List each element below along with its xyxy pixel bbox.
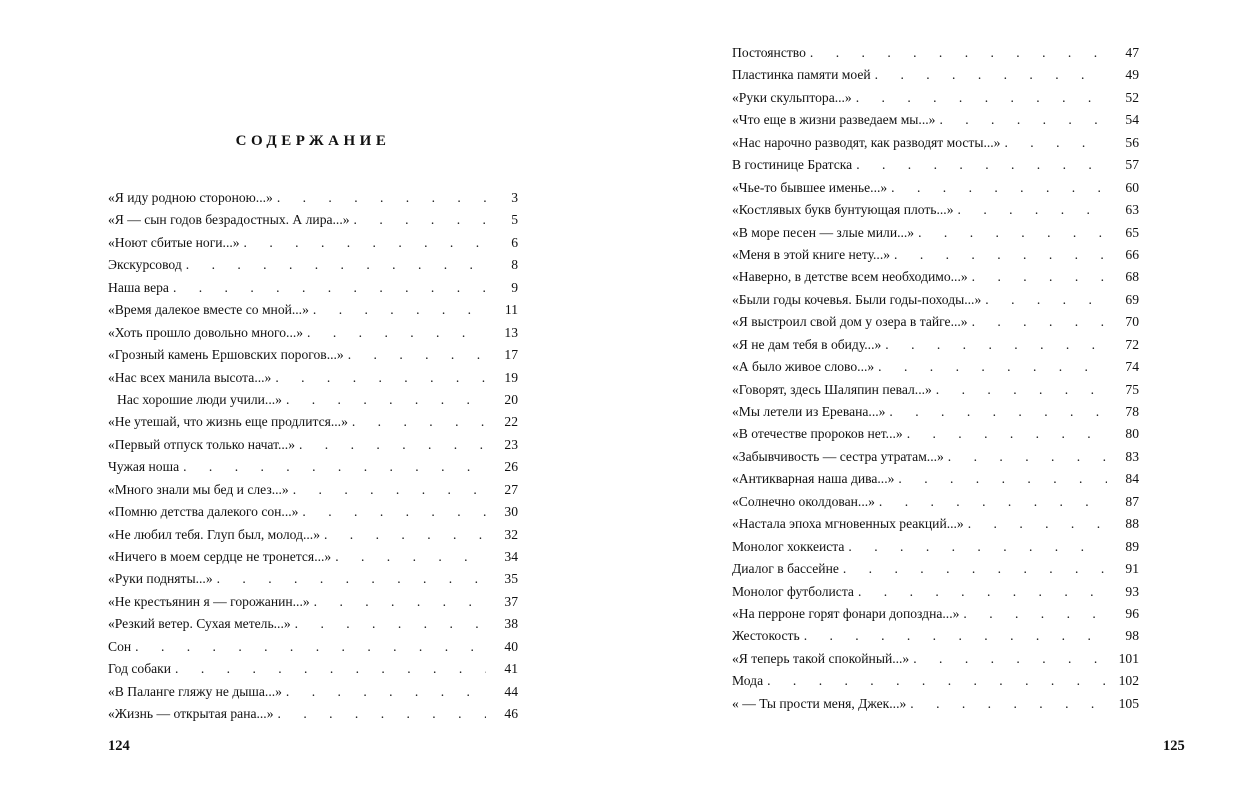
toc-entry-page: 38 — [504, 616, 518, 632]
toc-entry — [732, 199, 1139, 221]
toc-entry-title: «Я иду родною стороною...» — [108, 190, 273, 205]
toc-entry-title: «Ничего в моем сердце не тронется...» — [108, 549, 332, 564]
toc-dot-leader — [871, 64, 1107, 86]
toc-entry-page: 30 — [504, 504, 518, 520]
toc-entry-page: 20 — [504, 391, 518, 407]
toc-entry — [732, 311, 1139, 333]
toc-entry — [732, 334, 1139, 356]
toc-entry-title: «В Паланге гляжу не дыша...» — [108, 683, 282, 699]
toc-entry-page: 19 — [504, 369, 518, 385]
toc-entry-page: 17 — [504, 347, 518, 363]
toc-entry — [108, 703, 518, 725]
toc-dot-leader — [844, 536, 1107, 558]
toc-dot-leader — [959, 603, 1107, 625]
toc-entry-page: 54 — [1125, 112, 1139, 128]
toc-entry-title: «Не крестьянин я — горожанин...» — [108, 593, 310, 609]
toc-dot-leader — [274, 703, 486, 725]
toc-dot-leader — [914, 222, 1107, 244]
toc-entry-title: Наша вера — [108, 279, 169, 295]
right-page-number: 125 — [1163, 738, 1185, 754]
toc-entry-page: 40 — [504, 638, 518, 654]
toc-entry-page: 49 — [1125, 67, 1139, 83]
toc-entry-title: Монолог хоккеиста — [732, 538, 845, 554]
toc-entry-title: Сон — [108, 638, 132, 654]
toc-entry-title: «Время далекое вместе со мной...» — [108, 302, 309, 318]
toc-entry-page: 80 — [1125, 426, 1139, 442]
toc-entry — [732, 401, 1139, 423]
toc-dot-leader — [763, 670, 1107, 692]
toc-entry-title: Чужая ноша — [108, 459, 180, 475]
toc-dot-leader — [298, 501, 486, 523]
toc-entry-page: 56 — [1125, 134, 1139, 150]
toc-entry — [108, 568, 518, 590]
toc-dot-leader — [350, 209, 486, 231]
toc-entry — [732, 154, 1139, 176]
toc-entry-page: 6 — [511, 234, 518, 250]
toc-entry — [732, 87, 1139, 109]
toc-entry-page: 3 — [511, 190, 518, 205]
toc-entry-title: «Чье-то бывшее именье...» — [732, 179, 888, 195]
toc-entry-title: «В море песен — злые мили...» — [732, 224, 915, 240]
toc-entry-title: «Резкий ветер. Сухая метель...» — [108, 616, 291, 632]
toc-dot-leader — [854, 581, 1107, 603]
toc-entry-page: 60 — [1125, 179, 1139, 195]
toc-entry — [732, 581, 1139, 603]
toc-dot-leader — [273, 187, 486, 209]
toc-entry-title: «Меня в этой книге нету...» — [732, 246, 891, 262]
toc-entry-page: 83 — [1125, 448, 1139, 464]
toc-dot-leader — [310, 591, 486, 613]
toc-dot-leader — [894, 468, 1107, 490]
toc-entry-title: Жестокость — [732, 628, 800, 644]
toc-entry-page: 57 — [1125, 157, 1139, 173]
toc-dot-leader — [903, 423, 1107, 445]
toc-entry-title: «Костлявых букв бунтующая плоть...» — [732, 202, 954, 218]
toc-entry — [732, 648, 1139, 670]
toc-entry-page: 34 — [504, 549, 518, 564]
toc-entry — [108, 546, 518, 568]
toc-entry-page: 41 — [504, 661, 518, 677]
toc-entry-page: 9 — [511, 279, 518, 295]
toc-entry-page: 78 — [1125, 404, 1139, 419]
toc-dot-leader — [968, 266, 1107, 288]
toc-dot-leader — [303, 322, 486, 344]
toc-dot-leader — [182, 254, 486, 276]
toc-entry — [108, 187, 518, 209]
toc-dot-leader — [932, 379, 1107, 401]
toc-entry-page: 35 — [504, 571, 518, 587]
toc-dot-leader — [944, 446, 1107, 468]
toc-entry — [108, 344, 518, 366]
right-toc — [732, 42, 1139, 715]
toc-entry-title: «Антикварная наша дива...» — [732, 471, 895, 487]
toc-dot-leader — [887, 177, 1107, 199]
toc-entry-title: «Нас нарочно разводят, как разводят мосты...» — [732, 134, 1001, 150]
toc-entry-title: Диалог в бассейне — [732, 561, 839, 577]
toc-dot-leader — [179, 456, 486, 478]
toc-entry — [732, 356, 1139, 378]
toc-entry-page: 26 — [504, 459, 518, 475]
toc-dot-leader — [839, 558, 1107, 580]
toc-entry — [108, 277, 518, 299]
toc-dot-leader — [1000, 132, 1107, 154]
toc-dot-leader — [331, 546, 486, 568]
toc-entry-title: «На перроне горят фонари допоздна...» — [732, 605, 960, 621]
right-page — [625, 0, 1250, 800]
toc-entry-title: «Нас всех манила высота...» — [108, 369, 272, 385]
toc-entry-title: «Мы летели из Еревана...» — [732, 404, 886, 419]
toc-entry-page: 93 — [1125, 583, 1139, 599]
toc-dot-leader — [806, 42, 1107, 64]
toc-entry — [732, 177, 1139, 199]
toc-entry — [108, 636, 518, 658]
toc-entry — [732, 670, 1139, 692]
toc-entry-page: 88 — [1125, 516, 1139, 532]
toc-entry — [732, 244, 1139, 266]
toc-entry-page: 46 — [504, 706, 518, 722]
toc-entry-page: 68 — [1125, 269, 1139, 285]
toc-entry-page: 75 — [1125, 381, 1139, 397]
toc-dot-leader — [875, 491, 1107, 513]
toc-entry-title: «Ноют сбитые ноги...» — [108, 234, 240, 250]
toc-entry-title: «Я — сын годов безрадостных. А лира...» — [108, 212, 350, 228]
contents-title: СОДЕРЖАНИЕ — [235, 133, 391, 149]
toc-entry-title: «Жизнь — открытая рана...» — [108, 706, 274, 722]
toc-entry — [108, 479, 518, 501]
toc-entry — [108, 299, 518, 321]
toc-entry — [732, 423, 1139, 445]
toc-dot-leader — [309, 299, 486, 321]
toc-entry-title: Нас хорошие люди учили...» — [117, 391, 282, 407]
toc-entry-title: Пластинка памяти моей — [732, 67, 871, 83]
toc-dot-leader — [935, 109, 1107, 131]
toc-entry — [108, 254, 518, 276]
toc-dot-leader — [282, 681, 486, 703]
toc-entry — [732, 289, 1139, 311]
toc-entry-title: «Солнечно околдован...» — [732, 493, 875, 509]
toc-entry-page: 11 — [504, 302, 518, 318]
toc-entry — [108, 367, 518, 389]
toc-entry-title: Экскурсовод — [108, 257, 182, 273]
toc-entry-page: 105 — [1118, 695, 1139, 711]
toc-entry-title: «Руки подняты...» — [108, 571, 213, 587]
toc-entry — [732, 603, 1139, 625]
toc-dot-leader — [981, 289, 1107, 311]
toc-dot-leader — [289, 479, 486, 501]
toc-entry — [732, 446, 1139, 468]
toc-entry — [108, 524, 518, 546]
toc-dot-leader — [240, 232, 486, 254]
toc-dot-leader — [131, 636, 486, 658]
toc-entry — [108, 613, 518, 635]
toc-entry — [732, 693, 1139, 715]
toc-dot-leader — [320, 524, 486, 546]
toc-entry-page: 5 — [511, 212, 518, 228]
toc-entry-title: Мода — [732, 673, 764, 689]
toc-dot-leader — [271, 367, 486, 389]
toc-entry — [732, 222, 1139, 244]
toc-entry-title: «А было живое слово...» — [732, 359, 875, 375]
left-page-number: 124 — [108, 738, 130, 754]
toc-entry-page: 74 — [1125, 359, 1139, 375]
toc-entry — [732, 558, 1139, 580]
toc-entry-title: Монолог футболиста — [732, 583, 854, 599]
toc-dot-leader — [169, 277, 486, 299]
toc-entry — [732, 64, 1139, 86]
toc-entry-title: «Помню детства далекого сон...» — [108, 504, 299, 520]
toc-dot-leader — [282, 389, 486, 411]
toc-entry-page: 70 — [1125, 314, 1139, 330]
toc-entry-title: «Грозный камень Ершовских порогов...» — [108, 347, 344, 363]
toc-entry-title: «Много знали мы бед и слез...» — [108, 481, 289, 497]
toc-entry-title: «Говорят, здесь Шаляпин певал...» — [732, 381, 932, 397]
toc-dot-leader — [954, 199, 1107, 221]
toc-entry — [108, 322, 518, 344]
toc-dot-leader — [874, 356, 1107, 378]
toc-entry — [732, 109, 1139, 131]
toc-entry — [732, 625, 1139, 647]
toc-entry-title: «Я выстроил свой дом у озера в тайге...» — [732, 314, 968, 330]
toc-dot-leader — [909, 648, 1107, 670]
toc-entry — [108, 434, 518, 456]
toc-entry-page: 87 — [1125, 493, 1139, 509]
toc-dot-leader — [213, 568, 486, 590]
toc-entry — [732, 468, 1139, 490]
toc-entry — [732, 132, 1139, 154]
toc-dot-leader — [348, 411, 486, 433]
toc-dot-leader — [906, 693, 1107, 715]
toc-entry-page: 23 — [504, 436, 518, 452]
toc-dot-leader — [968, 311, 1107, 333]
toc-entry-page: 52 — [1125, 89, 1139, 105]
toc-entry-page: 72 — [1125, 336, 1139, 352]
toc-entry-title: «Не утешай, что жизнь еще продлится...» — [108, 414, 348, 430]
toc-entry — [108, 501, 518, 523]
toc-entry-page: 98 — [1125, 628, 1139, 644]
toc-entry — [108, 209, 518, 231]
toc-entry-title: «Наверно, в детстве всем необходимо...» — [732, 269, 968, 285]
toc-entry — [108, 658, 518, 680]
toc-entry-page: 8 — [511, 257, 518, 273]
toc-entry — [108, 232, 518, 254]
toc-entry-title: Постоянство — [732, 45, 806, 60]
toc-entry-title: «Первый отпуск только начат...» — [108, 436, 295, 452]
toc-entry-page: 101 — [1118, 650, 1139, 666]
toc-entry — [108, 681, 518, 703]
toc-entry-page: 32 — [504, 526, 518, 542]
toc-entry-title: «Настала эпоха мгновенных реакций...» — [732, 516, 964, 532]
toc-entry-page: 102 — [1118, 673, 1139, 689]
toc-entry — [108, 591, 518, 613]
toc-entry-page: 13 — [504, 324, 518, 340]
toc-entry-page: 91 — [1125, 561, 1139, 577]
toc-entry-title: Год собаки — [108, 661, 172, 677]
toc-entry-title: «Что еще в жизни разведаем мы...» — [732, 112, 936, 128]
toc-entry — [732, 42, 1139, 64]
toc-entry-page: 66 — [1125, 246, 1139, 262]
toc-entry-page: 37 — [504, 593, 518, 609]
toc-dot-leader — [344, 344, 486, 366]
toc-entry-page: 22 — [504, 414, 518, 430]
toc-entry-page: 47 — [1125, 45, 1139, 60]
toc-dot-leader — [964, 513, 1107, 535]
toc-dot-leader — [890, 244, 1107, 266]
toc-entry-page: 96 — [1125, 605, 1139, 621]
toc-entry-page: 84 — [1125, 471, 1139, 487]
toc-dot-leader — [885, 401, 1107, 423]
toc-entry — [108, 456, 518, 478]
toc-entry — [732, 513, 1139, 535]
toc-entry — [108, 389, 518, 411]
toc-dot-leader — [291, 613, 486, 635]
toc-entry-page: 89 — [1125, 538, 1139, 554]
toc-entry-title: «Не любил тебя. Глуп был, молод...» — [108, 526, 320, 542]
toc-entry-title: «Хоть прошло довольно много...» — [108, 324, 304, 340]
toc-entry-title: «В отечестве пророков нет...» — [732, 426, 903, 442]
toc-entry-title: «Забывчивость — сестра утратам...» — [732, 448, 944, 464]
toc-dot-leader — [881, 334, 1107, 356]
toc-entry-title: «Были годы кочевья. Были годы-походы...» — [732, 291, 982, 307]
toc-entry-title: «Я не дам тебя в обиду...» — [732, 336, 882, 352]
toc-dot-leader — [171, 658, 486, 680]
toc-dot-leader — [852, 154, 1107, 176]
toc-entry-page: 63 — [1125, 202, 1139, 218]
toc-entry — [108, 411, 518, 433]
left-toc — [108, 187, 518, 726]
toc-dot-leader — [800, 625, 1107, 647]
toc-dot-leader — [295, 434, 486, 456]
toc-entry-title: «Руки скульптора...» — [732, 89, 852, 105]
toc-entry-page: 69 — [1125, 291, 1139, 307]
toc-dot-leader — [852, 87, 1107, 109]
toc-entry-title: В гостинице Братска — [732, 157, 853, 173]
toc-entry — [732, 266, 1139, 288]
toc-entry — [732, 379, 1139, 401]
toc-entry-title: « — Ты прости меня, Джек...» — [732, 695, 907, 711]
toc-entry-page: 65 — [1125, 224, 1139, 240]
toc-entry-page: 44 — [504, 683, 518, 699]
toc-entry — [732, 491, 1139, 513]
toc-entry — [732, 536, 1139, 558]
toc-entry-title: «Я теперь такой спокойный...» — [732, 650, 910, 666]
toc-entry-page: 27 — [504, 481, 518, 497]
